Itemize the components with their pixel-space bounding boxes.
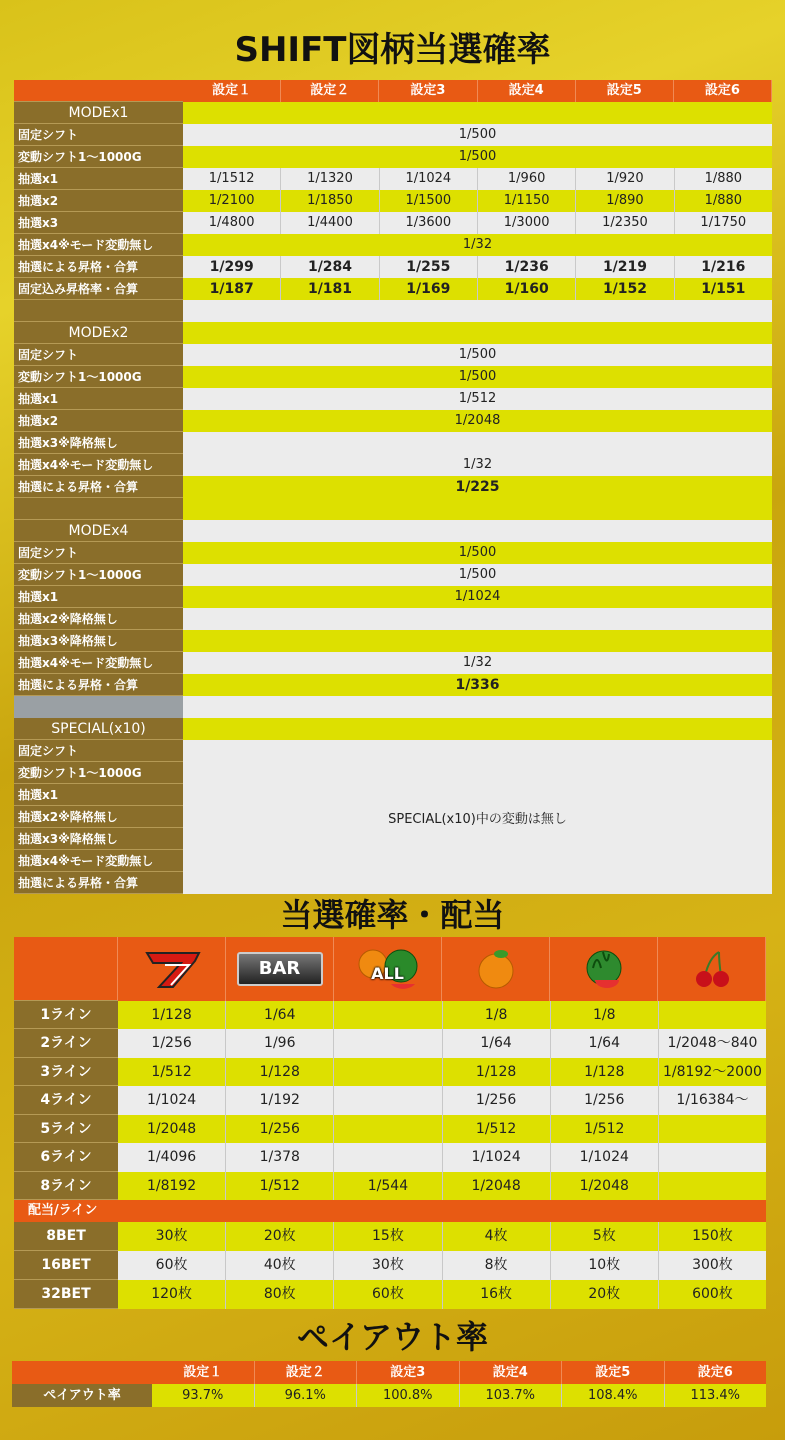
table-row: 32BET 120枚 80枚 60枚 16枚 20枚 600枚 bbox=[14, 1280, 766, 1309]
payout-rate-table bbox=[12, 1361, 766, 1407]
spacer-row bbox=[14, 300, 772, 322]
table-row: 抽選x3※降格無し bbox=[14, 630, 772, 652]
table-row: 3ライン 1/512 1/128 1/128 1/128 1/8192～2000 bbox=[14, 1058, 766, 1086]
table-row: 固定シフト 1/500 bbox=[14, 542, 772, 564]
spacer-row bbox=[14, 696, 772, 718]
setting-6: 設定6 bbox=[674, 80, 772, 102]
seven-icon bbox=[118, 937, 226, 1001]
shift-table bbox=[14, 80, 772, 894]
table-row: 固定シフト 1/500 bbox=[14, 124, 772, 146]
watermelon-icon bbox=[550, 937, 658, 1001]
prob-title: 当選確率・配当 bbox=[280, 896, 505, 934]
setting-3: 設定3 bbox=[379, 80, 477, 102]
table-row: 抽選x1 1/1512 1/1320 1/1024 1/960 1/920 1/880 bbox=[14, 168, 772, 190]
mode-header: MODEx4 bbox=[14, 520, 772, 542]
table-row: 6ライン 1/4096 1/378 1/1024 1/1024 bbox=[14, 1143, 766, 1172]
symbol-header bbox=[14, 937, 766, 1001]
table-row: 抽選x4※モード変動無し 1/32 bbox=[14, 454, 772, 476]
setting-1: 設定１ bbox=[183, 80, 281, 102]
table-row: 2ライン 1/256 1/96 1/64 1/64 1/2048～840 bbox=[14, 1029, 766, 1058]
table-row: 固定込み昇格率・合算 1/187 1/181 1/169 1/160 1/152 1/151 bbox=[14, 278, 772, 300]
payout-title: ペイアウト率 bbox=[296, 1318, 489, 1356]
table-row: 変動シフト1～1000G 1/500 bbox=[14, 564, 772, 586]
table-row: 抽選による昇格・合算 1/225 bbox=[14, 476, 772, 498]
mode-header: MODEx2 bbox=[14, 322, 772, 344]
payout-header: 配当/ライン bbox=[14, 1200, 766, 1222]
table-row: 抽選x2 1/2048 bbox=[14, 410, 772, 432]
table-row: 4ライン 1/1024 1/192 1/256 1/256 1/16384～ bbox=[14, 1086, 766, 1115]
bar-icon: BAR bbox=[226, 937, 334, 1001]
special-note: SPECIAL(x10)中の変動は無し bbox=[183, 740, 772, 894]
table-row: 抽選x2※降格無し bbox=[14, 608, 772, 630]
setting-2: 設定２ bbox=[281, 80, 379, 102]
table-row: 抽選x3 1/4800 1/4400 1/3600 1/3000 1/2350 1/1750 bbox=[14, 212, 772, 234]
all-label: ALL bbox=[371, 963, 404, 983]
table-row: 抽選x1 1/1024 bbox=[14, 586, 772, 608]
table-row: 1ライン 1/128 1/64 1/8 1/8 bbox=[14, 1001, 766, 1029]
table-row: 抽選x4※モード変動無し 1/32 bbox=[14, 652, 772, 674]
settings-header bbox=[14, 80, 772, 102]
setting-5: 設定5 bbox=[576, 80, 674, 102]
table-row: 抽選による昇格・合算 1/299 1/284 1/255 1/236 1/219 1/216 bbox=[14, 256, 772, 278]
mode-header: MODEx1 bbox=[14, 102, 772, 124]
payout-value-row: ペイアウト率 93.7% 96.1% 100.8% 103.7% 108.4% 113.4% bbox=[12, 1384, 766, 1407]
table-row: 抽選による昇格・合算 1/336 bbox=[14, 674, 772, 696]
table-row: 変動シフト1～1000G 1/500 bbox=[14, 366, 772, 388]
all-icon bbox=[334, 937, 442, 1001]
setting-4: 設定4 bbox=[478, 80, 576, 102]
table-row: 抽選x2 1/2100 1/1850 1/1500 1/1150 1/890 1/880 bbox=[14, 190, 772, 212]
table-row: 5ライン 1/2048 1/256 1/512 1/512 bbox=[14, 1115, 766, 1143]
payout-header-row: 設定１ 設定２ 設定3 設定4 設定5 設定6 bbox=[12, 1361, 766, 1384]
table-row: 8ライン 1/8192 1/512 1/544 1/2048 1/2048 bbox=[14, 1172, 766, 1200]
table-row: 8BET 30枚 20枚 15枚 4枚 5枚 150枚 bbox=[14, 1222, 766, 1251]
table-row: 抽選x4※モード変動無し 1/32 bbox=[14, 234, 772, 256]
spacer-row bbox=[14, 498, 772, 520]
orange-icon bbox=[442, 937, 550, 1001]
payout-lines-table bbox=[14, 937, 766, 1309]
table-row: 固定シフト 1/500 bbox=[14, 344, 772, 366]
cherry-icon bbox=[658, 937, 766, 1001]
table-row: 抽選x1 1/512 bbox=[14, 388, 772, 410]
table-row: 変動シフト1～1000G 1/500 bbox=[14, 146, 772, 168]
shift-title: SHIFT図柄当選確率 bbox=[234, 30, 551, 70]
table-row: 抽選x3※降格無し bbox=[14, 432, 772, 454]
special-block: 固定シフト 変動シフト1～1000G 抽選x1 抽選x2※降格無し 抽選x3※降格無し 抽選x4※モード変動無し 抽選による昇格・合算 SPECIAL(x10)中の変動は無し bbox=[14, 740, 772, 894]
mode-header: SPECIAL(x10) bbox=[14, 718, 772, 740]
table-row: 16BET 60枚 40枚 30枚 8枚 10枚 300枚 bbox=[14, 1251, 766, 1280]
